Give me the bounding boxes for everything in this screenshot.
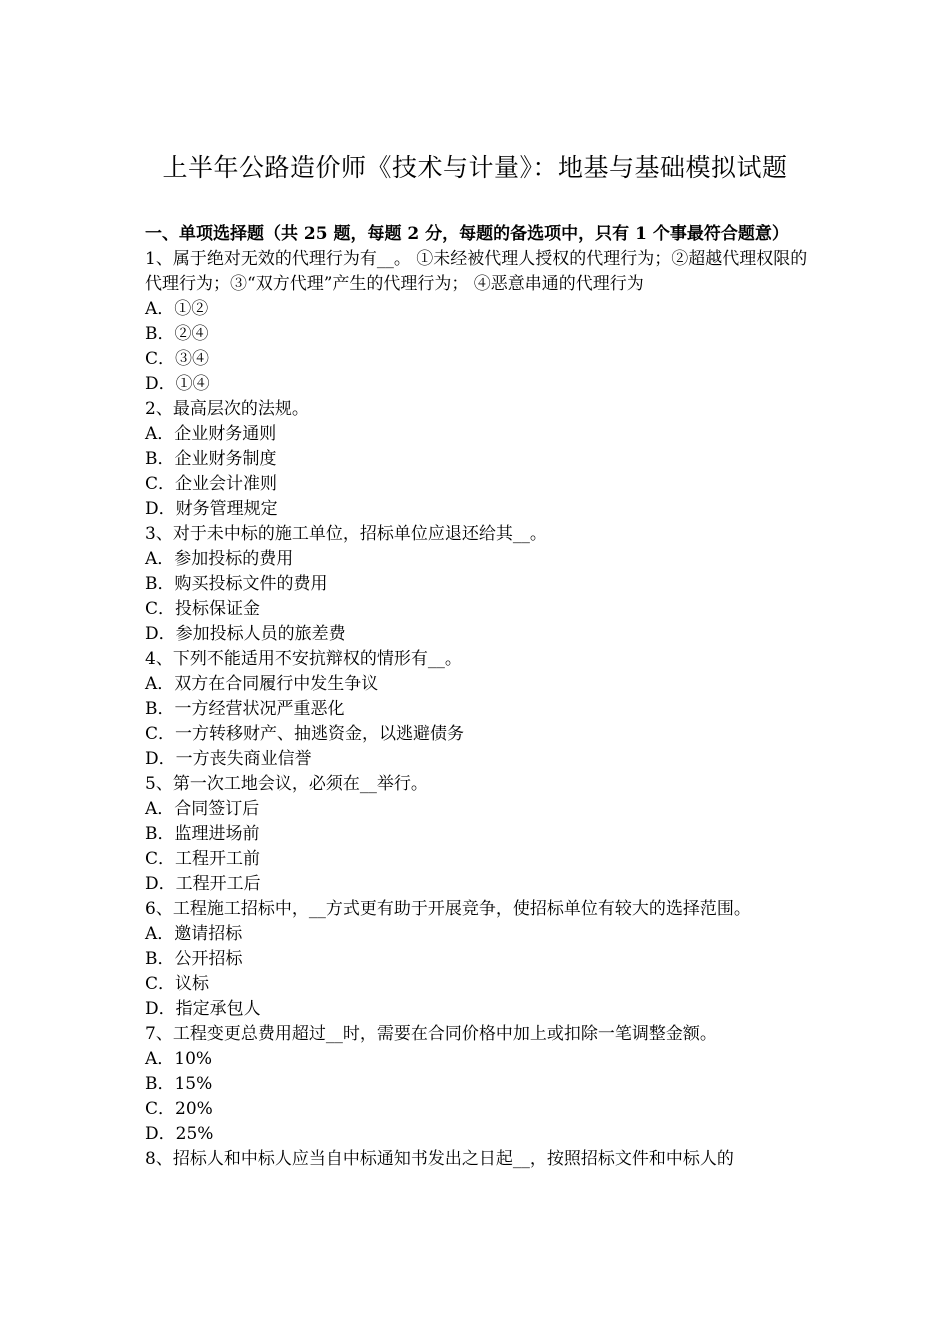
page-title: 上半年公路造价师《技术与计量》：地基与基础模拟试题: [162, 153, 788, 182]
document-body: [145, 222, 815, 1172]
option-a: A．①②: [145, 299, 209, 319]
option-a: A．参加投标的费用: [145, 549, 294, 569]
question-stem: 3、对于未中标的施工单位，招标单位应退还给其__。: [145, 524, 547, 544]
option-c: C．一方转移财产、抽逃资金，以逃避债务: [145, 724, 465, 744]
option-d: D．一方丧失商业信誉: [145, 749, 312, 769]
question-5: [145, 772, 815, 897]
option-a: A．合同签订后: [145, 799, 260, 819]
question-stem: 1、属于绝对无效的代理行为有__。 ①未经被代理人授权的代理行为；②超越代理权限的代理行为；③“双方代理”产生的代理行为； ④恶意串通的代理行为: [145, 249, 808, 294]
option-b: B．15%: [145, 1074, 213, 1094]
question-stem: 2、最高层次的法规。: [145, 399, 309, 419]
option-d: D．财务管理规定: [145, 499, 278, 519]
option-d: D．指定承包人: [145, 999, 261, 1019]
option-c: C．议标: [145, 974, 210, 994]
question-stem: 4、下列不能适用不安抗辩权的情形有__。: [145, 649, 462, 669]
section-heading: 一、单项选择题（共 25 题，每题 2 分，每题的备选项中，只有 1 个事最符合题意）: [145, 224, 789, 244]
question-7: [145, 1022, 815, 1147]
question-stem: 8、招标人和中标人应当自中标通知书发出之日起__，按照招标文件和中标人的: [145, 1149, 734, 1169]
option-b: B．购买投标文件的费用: [145, 574, 328, 594]
option-a: A．10%: [145, 1049, 213, 1069]
option-d: D．①④: [145, 374, 210, 394]
option-b: B．监理进场前: [145, 824, 260, 844]
option-b: B．公开招标: [145, 949, 243, 969]
question-4: [145, 647, 815, 772]
question-stem: 7、工程变更总费用超过__时，需要在合同价格中加上或扣除一笔调整金额。: [145, 1024, 717, 1044]
option-b: B．企业财务制度: [145, 449, 277, 469]
option-a: A．企业财务通则: [145, 424, 277, 444]
question-6: [145, 897, 815, 1022]
question-2: [145, 397, 815, 522]
option-c: C．20%: [145, 1099, 213, 1119]
option-d: D．参加投标人员的旅差费: [145, 624, 346, 644]
option-a: A．双方在合同履行中发生争议: [145, 674, 379, 694]
question-1: [145, 247, 815, 397]
option-a: A．邀请招标: [145, 924, 243, 944]
option-c: C．企业会计准则: [145, 474, 278, 494]
option-c: C．工程开工前: [145, 849, 261, 869]
option-b: B．②④: [145, 324, 209, 344]
question-8: [145, 1147, 815, 1172]
option-c: C．③④: [145, 349, 210, 369]
option-b: B．一方经营状况严重恶化: [145, 699, 345, 719]
option-d: D．25%: [145, 1124, 214, 1144]
question-3: [145, 522, 815, 647]
option-c: C．投标保证金: [145, 599, 261, 619]
option-d: D．工程开工后: [145, 874, 261, 894]
question-stem: 5、第一次工地会议，必须在__举行。: [145, 774, 428, 794]
question-stem: 6、工程施工招标中，__方式更有助于开展竞争，使招标单位有较大的选择范围。: [145, 899, 751, 919]
